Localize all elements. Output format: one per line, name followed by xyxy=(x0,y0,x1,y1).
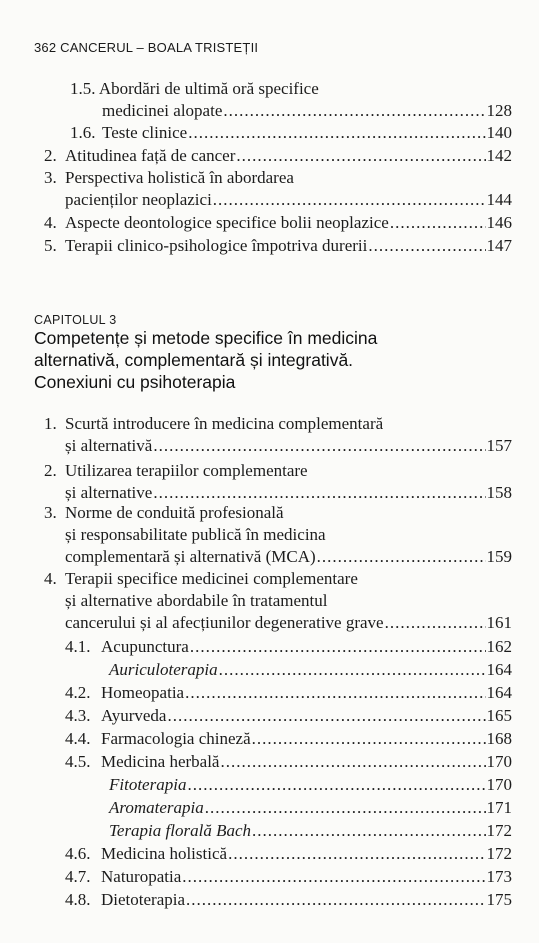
toc-title: Naturopatia xyxy=(101,867,182,886)
toc-number: 4.7. xyxy=(65,867,91,886)
toc-entry xyxy=(65,435,512,457)
toc-page-number: 172 xyxy=(486,844,512,863)
toc-title: Auriculoterapia xyxy=(109,660,218,679)
toc-line xyxy=(65,590,327,612)
toc-number: 3. xyxy=(44,503,57,522)
toc-title: și responsabilitate publică în medicina xyxy=(65,525,326,544)
toc-title: cancerului și al afecțiunilor degenerative grave xyxy=(65,613,384,632)
toc-page-number: 147 xyxy=(486,236,512,255)
toc-page-number: 158 xyxy=(486,483,512,502)
toc-entry xyxy=(70,122,512,144)
toc-number: 4.4. xyxy=(65,729,91,748)
toc-title: Fitoterapia xyxy=(109,775,187,794)
toc-page-number: 173 xyxy=(486,867,512,886)
leader-dots xyxy=(188,122,485,144)
toc-number: 2. xyxy=(44,146,57,165)
toc-entry xyxy=(109,797,512,819)
toc-title: Ayurveda xyxy=(101,706,167,725)
leader-dots xyxy=(385,612,486,634)
toc-title: Terapii specifice medicinei complementare xyxy=(65,569,358,588)
toc-number: 4.2. xyxy=(65,683,91,702)
leader-dots xyxy=(223,100,485,122)
toc-title: Dietoterapia xyxy=(101,890,186,909)
toc-title: Terapia florală Bach xyxy=(109,821,251,840)
toc-page-number: 165 xyxy=(486,706,512,725)
toc-number: 1.5. xyxy=(70,79,96,98)
toc-title: pacienților neoplazici xyxy=(65,190,212,209)
toc-title: Medicina holistică xyxy=(101,844,228,863)
toc-entry xyxy=(65,636,512,658)
toc-title: Homeopatia xyxy=(101,683,185,702)
leader-dots xyxy=(228,843,485,865)
chapter-title-line: Competențe și metode specifice în medicina xyxy=(34,328,378,348)
toc-line xyxy=(65,524,326,546)
toc-number: 4.5. xyxy=(65,752,91,771)
toc-page-number: 140 xyxy=(486,123,512,142)
toc-entry xyxy=(65,189,512,211)
leader-dots xyxy=(153,435,485,457)
toc-title: și alternative xyxy=(65,483,153,502)
toc-page-number: 164 xyxy=(486,683,512,702)
toc-entry xyxy=(44,145,512,167)
toc-number: 2. xyxy=(44,461,57,480)
leader-dots xyxy=(185,682,485,704)
toc-number: 4.6. xyxy=(65,844,91,863)
leader-dots xyxy=(190,636,486,658)
toc-title: Aromaterapia xyxy=(109,798,204,817)
toc-line xyxy=(70,78,319,100)
toc-entry xyxy=(44,212,512,234)
leader-dots xyxy=(236,145,485,167)
toc-number: 3. xyxy=(44,168,57,187)
toc-page-number: 128 xyxy=(486,101,512,120)
toc-line xyxy=(44,568,358,590)
chapter-title-line: Conexiuni cu psihoterapia xyxy=(34,372,236,392)
chapter-label: CAPITOLUL 3 xyxy=(34,313,117,327)
leader-dots xyxy=(205,797,486,819)
running-head: 362 CANCERUL – BOALA TRISTEȚII xyxy=(34,40,259,55)
toc-page-number: 164 xyxy=(486,660,512,679)
toc-title: și alternativă xyxy=(65,436,153,455)
toc-title: Aspecte deontologice specifice bolii neoplazice xyxy=(65,213,389,232)
toc-title: Abordări de ultimă oră specifice xyxy=(98,79,319,98)
toc-entry xyxy=(65,866,512,888)
toc-title: Utilizarea terapiilor complementare xyxy=(65,461,308,480)
toc-page-number: 170 xyxy=(486,775,512,794)
leader-dots xyxy=(220,751,485,773)
toc-title: complementară și alternativă (MCA) xyxy=(65,547,316,566)
toc-entry xyxy=(109,820,512,842)
toc-entry xyxy=(65,546,512,568)
toc-page-number: 172 xyxy=(486,821,512,840)
toc-title: Acupunctura xyxy=(101,637,189,656)
toc-page-number: 161 xyxy=(486,613,512,632)
toc-line xyxy=(44,460,308,482)
leader-dots xyxy=(213,189,486,211)
chapter-title xyxy=(34,327,377,393)
toc-title: Norme de conduită profesională xyxy=(65,503,284,522)
toc-number: 5. xyxy=(44,236,57,255)
toc-entry xyxy=(65,482,512,504)
toc-page-number: 159 xyxy=(486,547,512,566)
toc-page-number: 168 xyxy=(486,729,512,748)
leader-dots xyxy=(153,482,485,504)
toc-entry xyxy=(65,751,512,773)
leader-dots xyxy=(167,705,485,727)
leader-dots xyxy=(317,546,486,568)
toc-line xyxy=(44,502,284,524)
toc-title: Atitudinea față de cancer xyxy=(65,146,236,165)
toc-entry xyxy=(65,612,512,634)
toc-title: și alternative abordabile în tratamentul xyxy=(65,591,328,610)
toc-number: 4. xyxy=(44,569,57,588)
toc-title: Teste clinice xyxy=(102,123,188,142)
toc-title: Terapii clinico-psihologice împotriva durerii xyxy=(65,236,368,255)
toc-number: 4.1. xyxy=(65,637,91,656)
toc-entry xyxy=(109,774,512,796)
toc-title: Scurtă introducere în medicina complementară xyxy=(65,414,384,433)
toc-page-number: 142 xyxy=(486,146,512,165)
leader-dots xyxy=(252,728,486,750)
toc-page-number: 175 xyxy=(486,890,512,909)
toc-page-number: 171 xyxy=(486,798,512,817)
toc-entry xyxy=(65,843,512,865)
toc-page-number: 162 xyxy=(486,637,512,656)
chapter-title-line: alternativă, complementară și integrativă. xyxy=(34,350,354,370)
toc-entry xyxy=(65,682,512,704)
leader-dots xyxy=(219,659,486,681)
toc-entry xyxy=(65,889,512,911)
leader-dots xyxy=(186,889,485,911)
toc-page-number: 157 xyxy=(486,436,512,455)
toc-number: 1.6. xyxy=(70,123,96,142)
toc-number: 1. xyxy=(44,414,57,433)
leader-dots xyxy=(390,212,486,234)
toc-entry xyxy=(65,705,512,727)
toc-line xyxy=(44,167,294,189)
toc-entry xyxy=(109,659,512,681)
leader-dots xyxy=(252,820,486,842)
toc-number: 4.8. xyxy=(65,890,91,909)
toc-title: Farmacologia chineză xyxy=(101,729,251,748)
toc-number: 4.3. xyxy=(65,706,91,725)
leader-dots xyxy=(182,866,485,888)
toc-page-number: 144 xyxy=(486,190,512,209)
toc-page-number: 170 xyxy=(486,752,512,771)
leader-dots xyxy=(187,774,485,796)
toc-page-number: 146 xyxy=(486,213,512,232)
toc-entry xyxy=(44,235,512,257)
toc-title: Perspectiva holistică în abordarea xyxy=(65,168,294,187)
toc-title: Medicina herbală xyxy=(101,752,220,771)
toc-entry xyxy=(102,100,512,122)
toc-line xyxy=(44,413,383,435)
toc-entry xyxy=(65,728,512,750)
toc-title: medicinei alopate xyxy=(102,101,223,120)
toc-number: 4. xyxy=(44,213,57,232)
leader-dots xyxy=(368,235,485,257)
